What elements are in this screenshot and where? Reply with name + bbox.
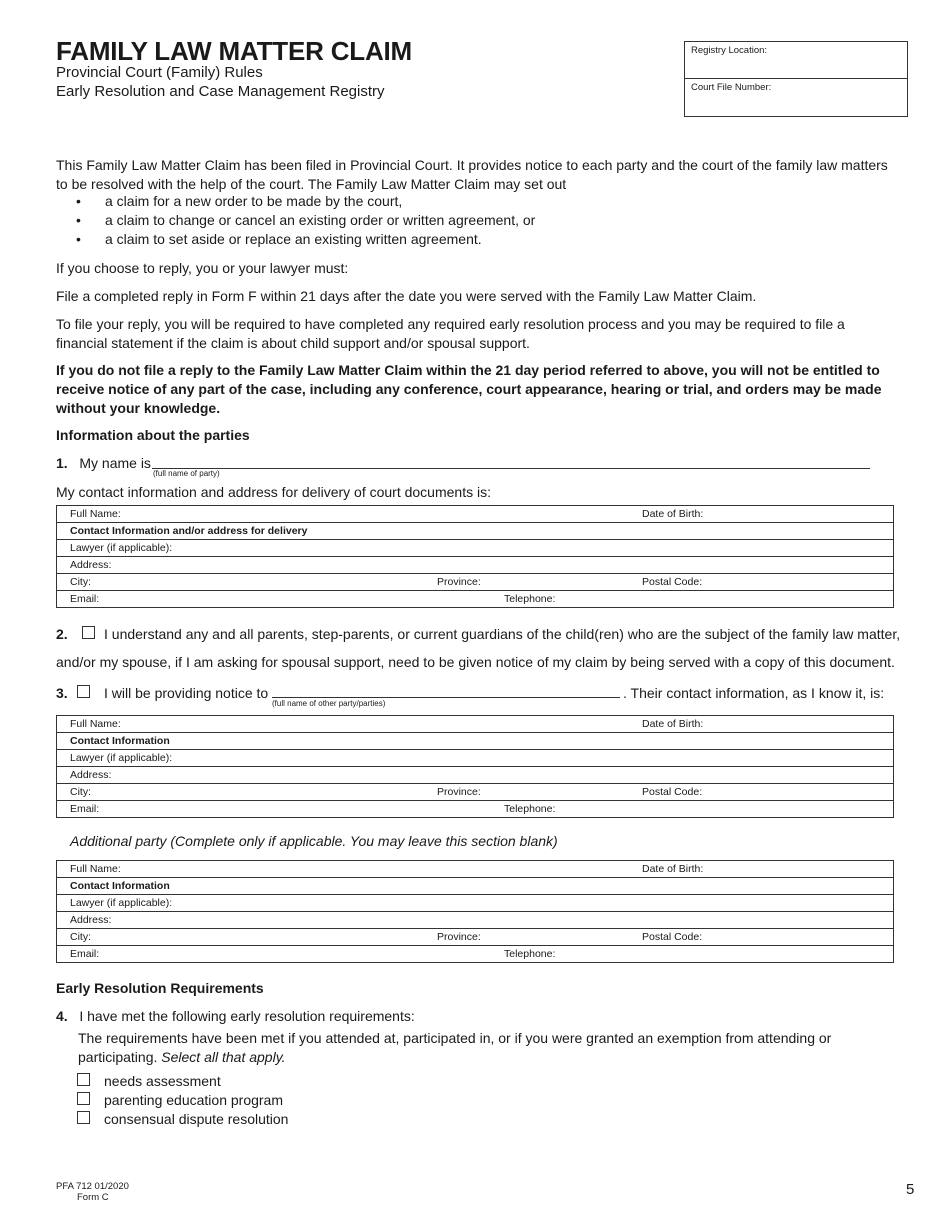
bullet-icon: • [76, 212, 81, 228]
table-section-label: Contact Information and/or address for delivery [57, 523, 894, 540]
court-file-number-label: Court File Number: [691, 82, 772, 93]
registry-location-field[interactable] [685, 42, 907, 78]
intro-paragraph: This Family Law Matter Claim has been filed in Provincial Court. It provides notice to each party and the court of the family law matters to be resolved with the help of the court. The Family Law Matter Claim may set out [56, 157, 888, 192]
city-field[interactable]: City: Province: Postal Code: [57, 574, 894, 591]
reply-requirements: To file your reply, you will be required to have completed any required early resolution process and you may be required to file a financial statement if the claim is about child support and/or spousal support. [56, 316, 845, 351]
table-section-label: Contact Information [57, 878, 894, 895]
question-3-after: . Their contact information, as I know it, is: [623, 685, 885, 701]
warning-paragraph: If you do not file a reply to the Family Law Matter Claim within the 21 day period referred to above, you will not be entitled to receive notice of any part of the case, including any conference, court appearance, hearing or trial, and orders may be made without your knowledge. [56, 362, 882, 416]
parenting-education-label: parenting education program [104, 1092, 284, 1108]
full-name-field[interactable]: Full Name: Date of Birth: [57, 716, 894, 733]
needs-assessment-checkbox[interactable] [77, 1073, 90, 1086]
consensual-dispute-label: consensual dispute resolution [104, 1111, 289, 1127]
lawyer-field[interactable]: Lawyer (if applicable): [57, 895, 894, 912]
early-resolution-heading: Early Resolution Requirements [56, 980, 264, 996]
other-party-name-input[interactable] [272, 697, 620, 698]
reply-instruction: If you choose to reply, you or your lawyer must: [56, 260, 349, 276]
party-name-input[interactable] [152, 468, 870, 469]
needs-assessment-label: needs assessment [104, 1073, 221, 1089]
list-item: • a claim to change or cancel an existing order or written agreement, or [76, 212, 536, 228]
bullet-icon: • [76, 193, 81, 209]
address-field[interactable]: Address: [57, 767, 894, 784]
notice-understanding-checkbox[interactable] [82, 626, 95, 639]
email-field[interactable]: Email: Telephone: [57, 946, 894, 963]
providing-notice-checkbox[interactable] [77, 685, 90, 698]
list-item: • a claim for a new order to be made by the court, [76, 193, 403, 209]
form-name: Form C [77, 1192, 109, 1203]
full-name-field[interactable]: Full Name: Date of Birth: [57, 506, 894, 523]
email-field[interactable]: Email: Telephone: [57, 591, 894, 608]
bullet-icon: • [76, 231, 81, 247]
full-name-field[interactable]: Full Name: Date of Birth: [57, 861, 894, 878]
question-4: 4. I have met the following early resolution requirements: [56, 1008, 415, 1024]
party-name-hint: (full name of party) [153, 469, 220, 478]
form-subtitle-rules: Provincial Court (Family) Rules [56, 64, 263, 81]
page-number: 5 [906, 1181, 915, 1198]
table-section-label: Contact Information [57, 733, 894, 750]
additional-party-table [56, 860, 894, 963]
list-item: • a claim to set aside or replace an existing written agreement. [76, 231, 482, 247]
parties-heading: Information about the parties [56, 427, 250, 443]
additional-party-note: Additional party (Complete only if applicable. You may leave this section blank) [70, 833, 558, 849]
parenting-education-checkbox[interactable] [77, 1092, 90, 1105]
contact-intro: My contact information and address for delivery of court documents is: [56, 484, 491, 500]
question-2-num: 2. [56, 626, 68, 642]
form-title: FAMILY LAW MATTER CLAIM [56, 36, 413, 66]
consensual-dispute-checkbox[interactable] [77, 1111, 90, 1124]
question-1: 1. My name is [56, 455, 151, 471]
question-2-text-line2: and/or my spouse, if I am asking for spousal support, need to be given notice of my claim by being served with a copy of this document. [56, 654, 895, 670]
form-code: PFA 712 01/2020 [56, 1181, 129, 1192]
city-field[interactable]: City: Province: Postal Code: [57, 784, 894, 801]
question-3-text: I will be providing notice to [104, 685, 269, 701]
form-subtitle-registry: Early Resolution and Case Management Registry [56, 83, 385, 100]
question-3-num: 3. [56, 685, 68, 701]
party-contact-table [56, 505, 894, 608]
other-party-name-hint: (full name of other party/parties) [272, 699, 386, 708]
registry-location-label: Registry Location: [691, 45, 768, 56]
registry-box [684, 41, 908, 117]
lawyer-field[interactable]: Lawyer (if applicable): [57, 540, 894, 557]
address-field[interactable]: Address: [57, 912, 894, 929]
question-4-description: The requirements have been met if you attended at, participated in, or if you were granted an exemption from attending or participating. Select all that apply. [78, 1030, 832, 1065]
email-field[interactable]: Email: Telephone: [57, 801, 894, 818]
address-field[interactable]: Address: [57, 557, 894, 574]
question-2-text-line1: I understand any and all parents, step-parents, or current guardians of the child(ren) who are the subject of the family law matter, [104, 626, 901, 642]
court-file-number-field[interactable] [685, 78, 907, 114]
reply-deadline: File a completed reply in Form F within 21 days after the date you were served with the Family Law Matter Claim. [56, 288, 757, 304]
lawyer-field[interactable]: Lawyer (if applicable): [57, 750, 894, 767]
other-party-table [56, 715, 894, 818]
city-field[interactable]: City: Province: Postal Code: [57, 929, 894, 946]
